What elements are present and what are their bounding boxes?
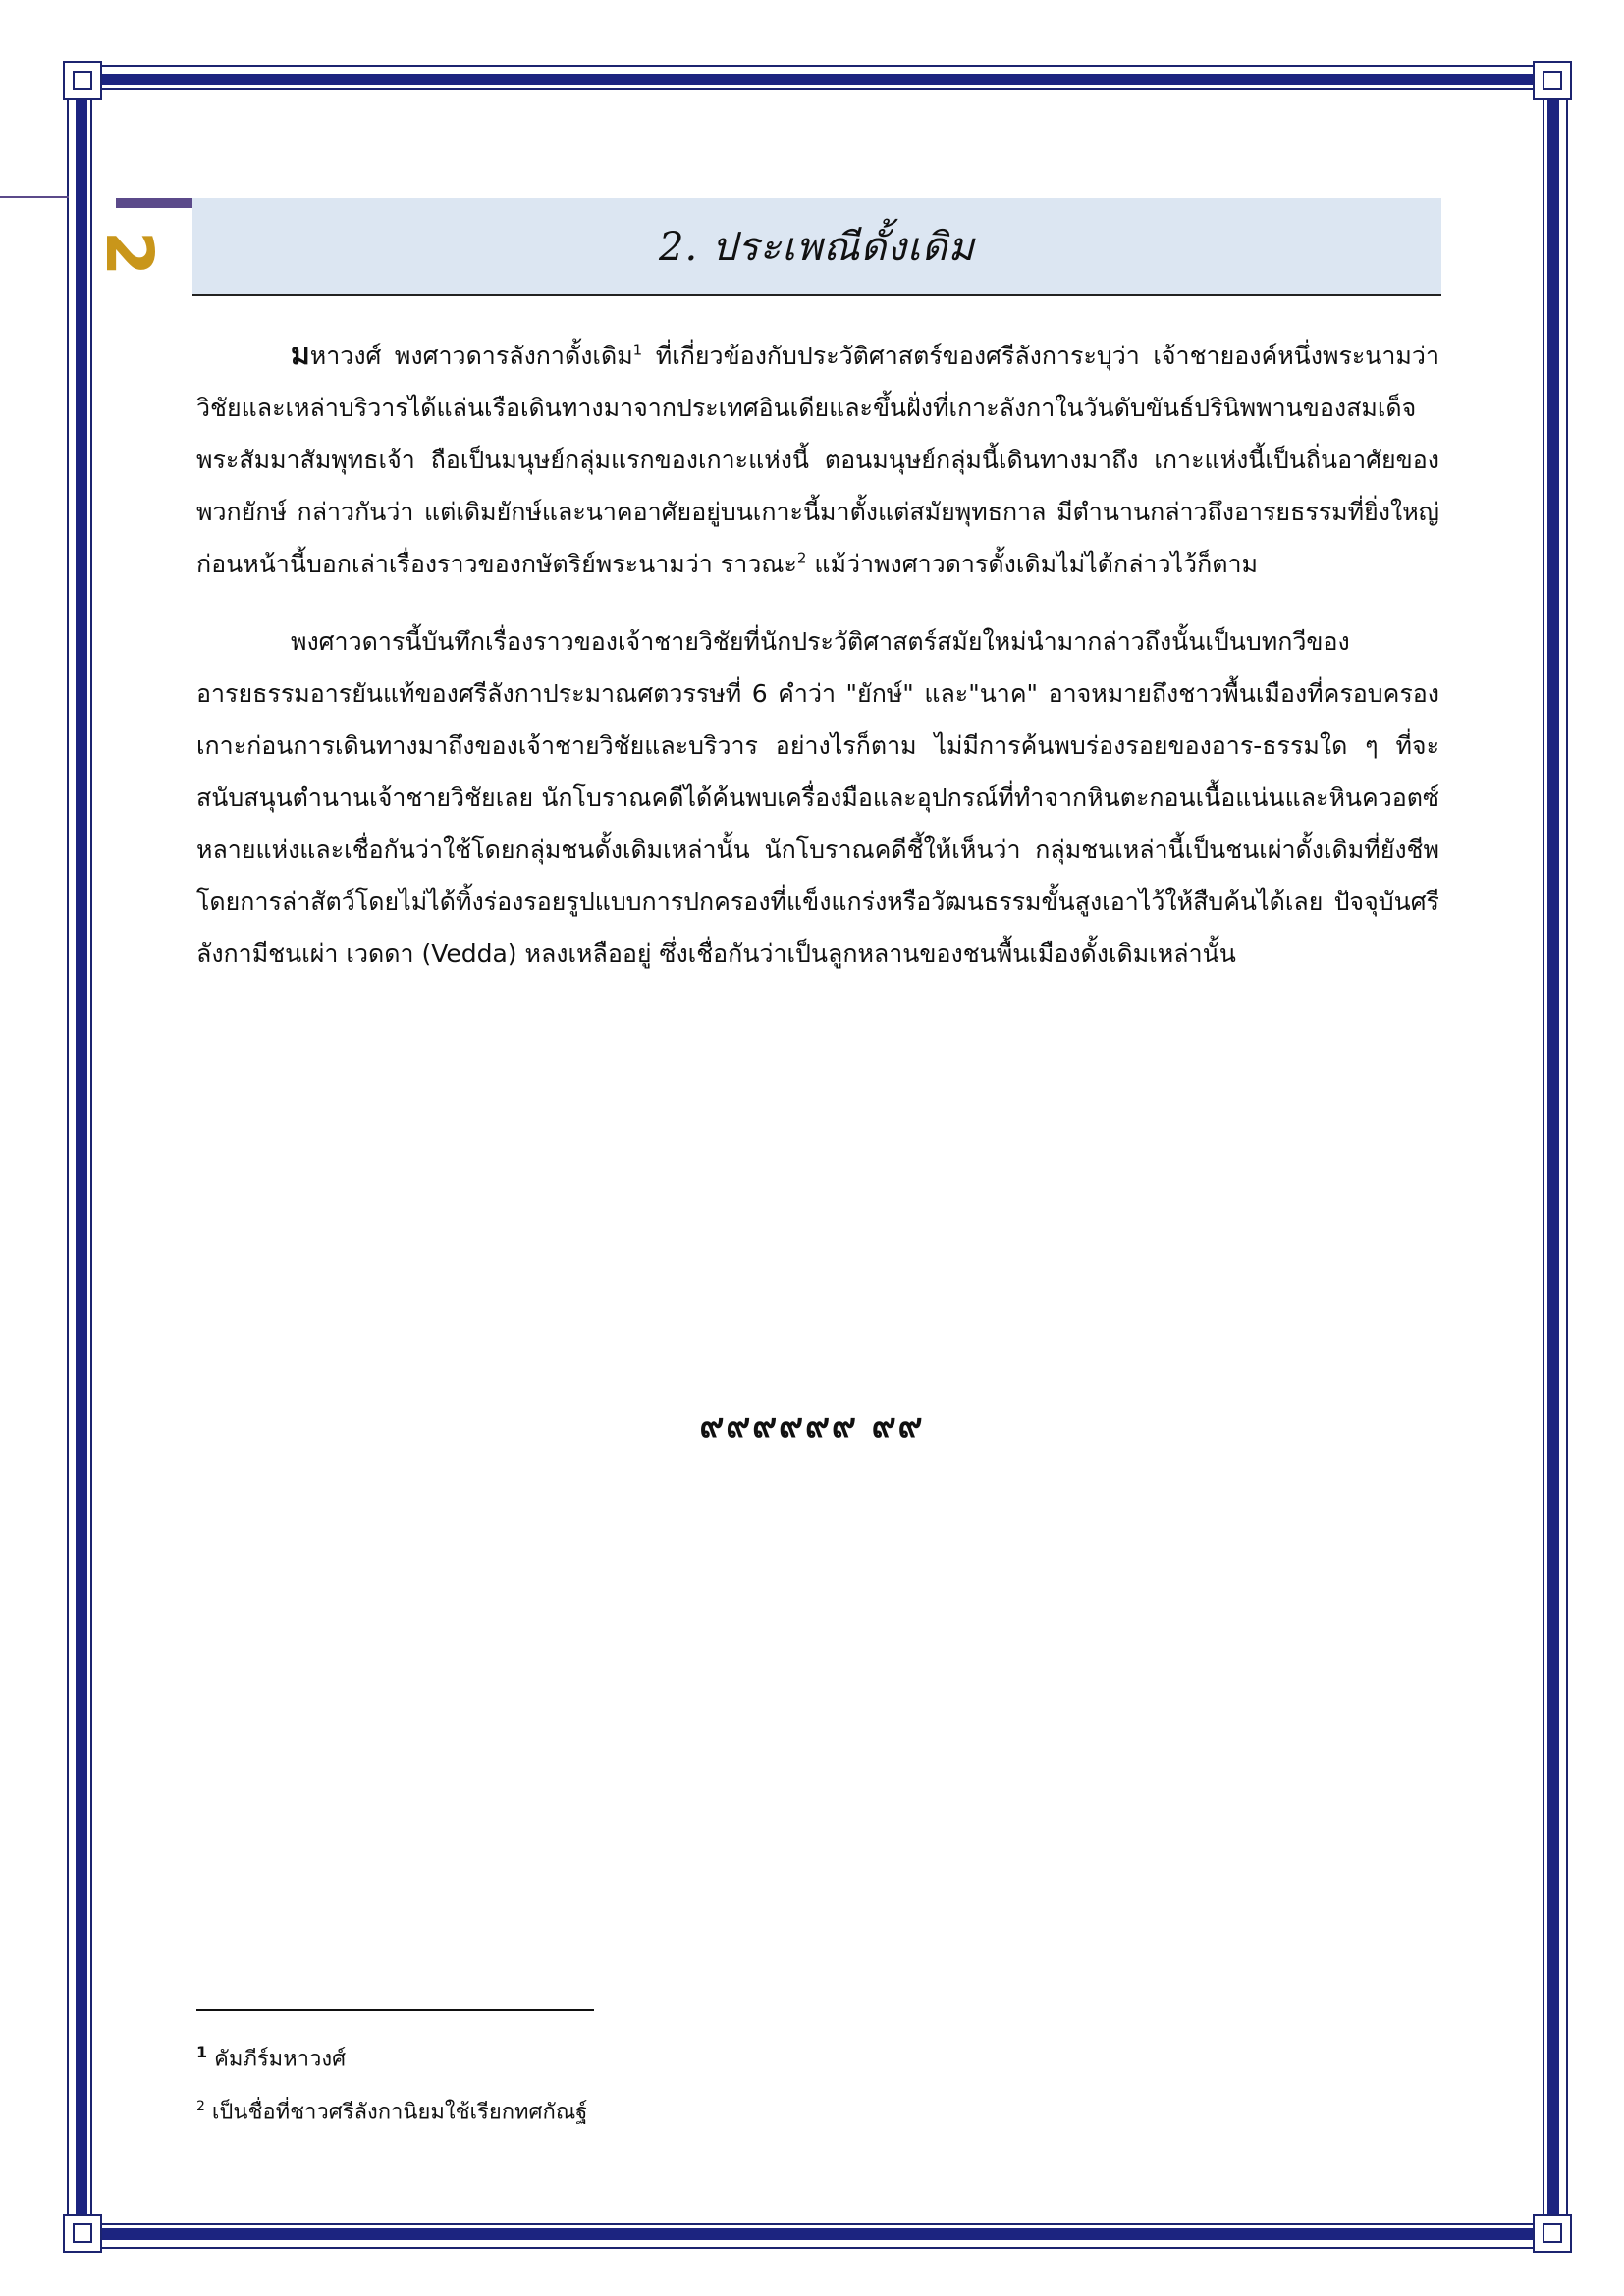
corner-ornament-bottom-left [63,2214,102,2253]
section-heading: 2. ประเพณีดั้งเดิม [659,224,975,270]
corner-ornament-top-left [63,61,102,100]
corner-ornament-top-right [1533,61,1572,100]
drop-cap: ม [291,338,310,372]
footnote-ref-1: 1 [632,341,643,359]
section-heading-box [192,198,1441,296]
paragraph-1-text-b: ที่เกี่ยวข้องกับประวัติศาสตร์ของศรีลังการะบุว่า เจ้าชายองค์หนึ่งพระนามว่าวิชัยและเหล่าบริวารได้แล่นเรือเดินทางมาจากประเทศอินเดียและขึ้นฝั่งที่เกาะลังกาในวันดับขันธ์ปรินิพพานของสมเด็จพระสัมมาสัมพุทธเจ้า ถือเป็นมนุษย์กลุ่มแรกของเกาะแห่งนี้ ตอนมนุษย์กลุ่มนี้เดินทางมาถึง เกาะแห่งนี้เป็นถิ่นอาศัยของพวกยักษ์ กล่าวกันว่า แต่เดิมยักษ์และนาคอาศัยอยู่บนเกาะนี้มาตั้งแต่สมัยพุทธกาล มีตำนานกล่าวถึงอารยธรรมที่ยิ่งใหญ่ก่อนหน้านี้บอกเล่าเรื่องราวของกษัตริย์พระนามว่า ราวณะ [196,342,1439,578]
footnote-2 [196,2083,1375,2136]
page-number-bar [116,198,192,208]
paragraph-2: พงศาวดารนี้บันทึกเรื่องราวของเจ้าชายวิชัยที่นักประวัติศาสตร์สมัยใหม่นำมากล่าวถึงนั้นเป็นบทกวีของอารยธรรมอารยันแท้ของศรีลังกาประมาณศตวรรษที่ 6 คำว่า "ยักษ์" และ"นาค" อาจหมายถึงชาวพื้นเมืองที่ครอบครองเกาะก่อนการเดินทางมาถึงของเจ้าชายวิชัยและบริวาร อย่างไรก็ตาม ไม่มีการค้นพบร่องรอยของอาร-ธรรมใด ๆ ที่จะสนับสนุนตำนานเจ้าชายวิชัยเลย นักโบราณคดีได้ค้นพบเครื่องมือและอุปกรณ์ที่ทำจากหินตะกอนเนื้อแน่นและหินควอตซ์หลายแห่งและเชื่อกันว่าใช้โดยกลุ่มชนดั้งเดิมเหล่านั้น นักโบราณคดีชี้ให้เห็นว่า กลุ่มชนเหล่านี้เป็นชนเผ่าดั้งเดิมที่ยังชีพโดยการล่าสัตว์โดยไม่ได้ทิ้งร่องรอยรูปแบบการปกครองที่แข็งแกร่งหรือวัฒนธรรมขั้นสูงเอาไว้ให้สืบค้นได้เลย ปัจจุบันศรีลังกามีชนเผ่า เวดดา (Vedda) หลงเหลืออยู่ ซึ่งเชื่อกันว่าเป็นลูกหลานของชนพื้นเมืองดั้งเดิมเหล่านั้น [196,627,1439,968]
footnote-1-text: คัมภีร์มหาวงศ์ [207,2047,347,2072]
footnote-separator [196,2009,594,2011]
margin-rule [0,196,69,198]
footnote-2-mark: 2 [196,2099,205,2115]
body-text [196,329,1439,1005]
paragraph-1 [196,329,1439,590]
corner-ornament-bottom-right [1533,2214,1572,2253]
section-end-ornament: ๙๙๙๙๙๙ ๙๙ [699,1407,925,1446]
page-number: 2 [90,231,167,276]
paragraph-1-text-c: แม้ว่าพงศาวดารดั้งเดิมไม่ได้กล่าวไว้ก็ตาม [806,550,1258,578]
footnote-2-text: เป็นชื่อที่ชาวศรีลังกานิยมใช้เรียกทศกัณฐ์ [204,2100,588,2125]
footnotes [196,2029,1375,2137]
footnote-1 [196,2029,1375,2083]
paragraph-1-text-a: หาวงศ์ พงศาวดารลังกาดั้งเดิม [309,342,633,370]
footnote-ref-2: 2 [796,549,807,567]
footnote-1-mark: 1 [196,2043,208,2061]
